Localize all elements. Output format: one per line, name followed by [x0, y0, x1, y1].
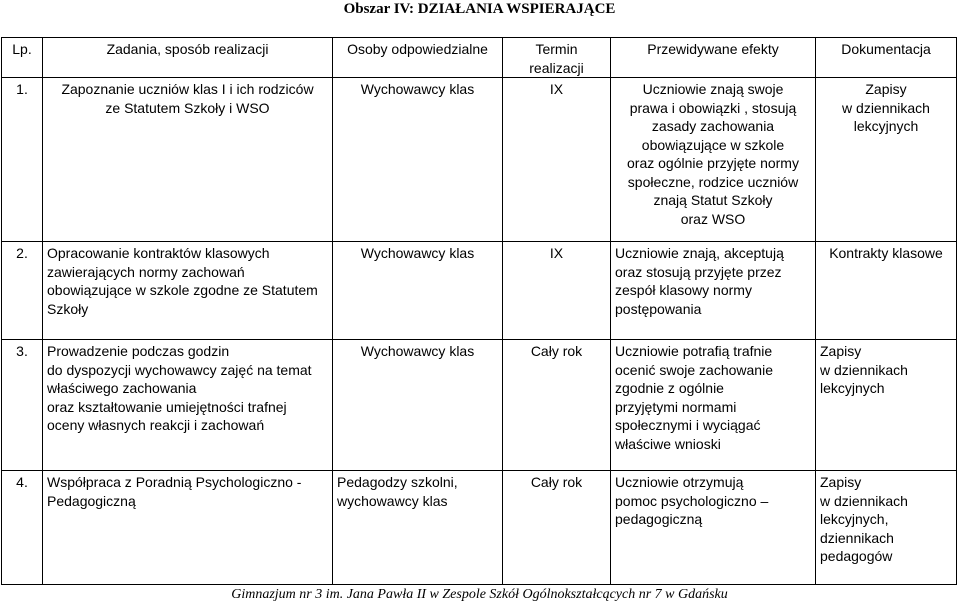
support-activities-table — [1, 37, 957, 585]
table-row — [2, 340, 957, 471]
row-osoby: Wychowawcy klas — [333, 242, 503, 340]
row-dokumentacja: Zapisy w dziennikach lekcyjnych — [816, 340, 957, 471]
row-lp: 2. — [2, 242, 43, 340]
page-title: Obszar IV: DZIAŁANIA WSPIERAJĄCE — [343, 1, 616, 17]
row-dokumentacja: Zapisy w dziennikach lekcyjnych, dziennikach pedagogów — [816, 471, 957, 585]
row-termin: Cały rok — [503, 471, 611, 585]
table-row — [2, 78, 957, 242]
row-dokumentacja: Kontrakty klasowe — [816, 242, 957, 340]
row-termin: IX — [503, 242, 611, 340]
page-footer: Gimnazjum nr 3 im. Jana Pawła II w Zespole Szkół Ogólnokształcących nr 7 w Gdańsku — [231, 587, 728, 602]
row-termin: Cały rok — [503, 340, 611, 471]
table-row — [2, 242, 957, 340]
row-osoby: Pedagodzy szkolni, wychowawcy klas — [333, 471, 503, 585]
row-termin: IX — [503, 78, 611, 242]
header-dokumentacja: Dokumentacja — [816, 38, 957, 78]
row-zadania: Zapoznanie uczniów klas I i ich rodziców ze Statutem Szkoły i WSO — [43, 78, 333, 242]
row-efekty: Uczniowie otrzymują pomoc psychologiczno – pedagogiczną — [611, 471, 816, 585]
header-efekty: Przewidywane efekty — [611, 38, 816, 78]
row-dokumentacja: Zapisy w dziennikach lekcyjnych — [816, 78, 957, 242]
row-lp: 3. — [2, 340, 43, 471]
header-osoby: Osoby odpowiedzialne — [333, 38, 503, 78]
row-efekty: Uczniowie znają, akceptują oraz stosują przyjęte przez zespół klasowy normy postępowania — [611, 242, 816, 340]
table-row — [2, 471, 957, 585]
row-efekty: Uczniowie znają swoje prawa i obowiązki , stosują zasady zachowania obowiązujące w szkole oraz ogólnie przyjęte normy społeczne, rodzice uczniów znają Statut Szkoły oraz WSO — [611, 78, 816, 242]
row-zadania: Prowadzenie podczas godzin do dyspozycji wychowawcy zajęć na temat właściwego zachowania oraz kształtowanie umiejętności trafnej oceny własnych reakcji i zachowań — [43, 340, 333, 471]
row-zadania: Współpraca z Poradnią Psychologiczno - Pedagogiczną — [43, 471, 333, 585]
row-lp: 1. — [2, 78, 43, 242]
row-zadania: Opracowanie kontraktów klasowych zawierających normy zachowań obowiązujące w szkole zgodne ze Statutem Szkoły — [43, 242, 333, 340]
table-header-row — [2, 38, 957, 78]
row-efekty: Uczniowie potrafią trafnie ocenić swoje zachowanie zgodnie z ogólnie przyjętymi normami społecznymi i wyciągać właściwe wnioski — [611, 340, 816, 471]
header-termin: Termin realizacji — [503, 38, 611, 78]
row-osoby: Wychowawcy klas — [333, 340, 503, 471]
row-lp: 4. — [2, 471, 43, 585]
header-lp: Lp. — [2, 38, 43, 78]
header-zadania: Zadania, sposób realizacji — [43, 38, 333, 78]
row-osoby: Wychowawcy klas — [333, 78, 503, 242]
